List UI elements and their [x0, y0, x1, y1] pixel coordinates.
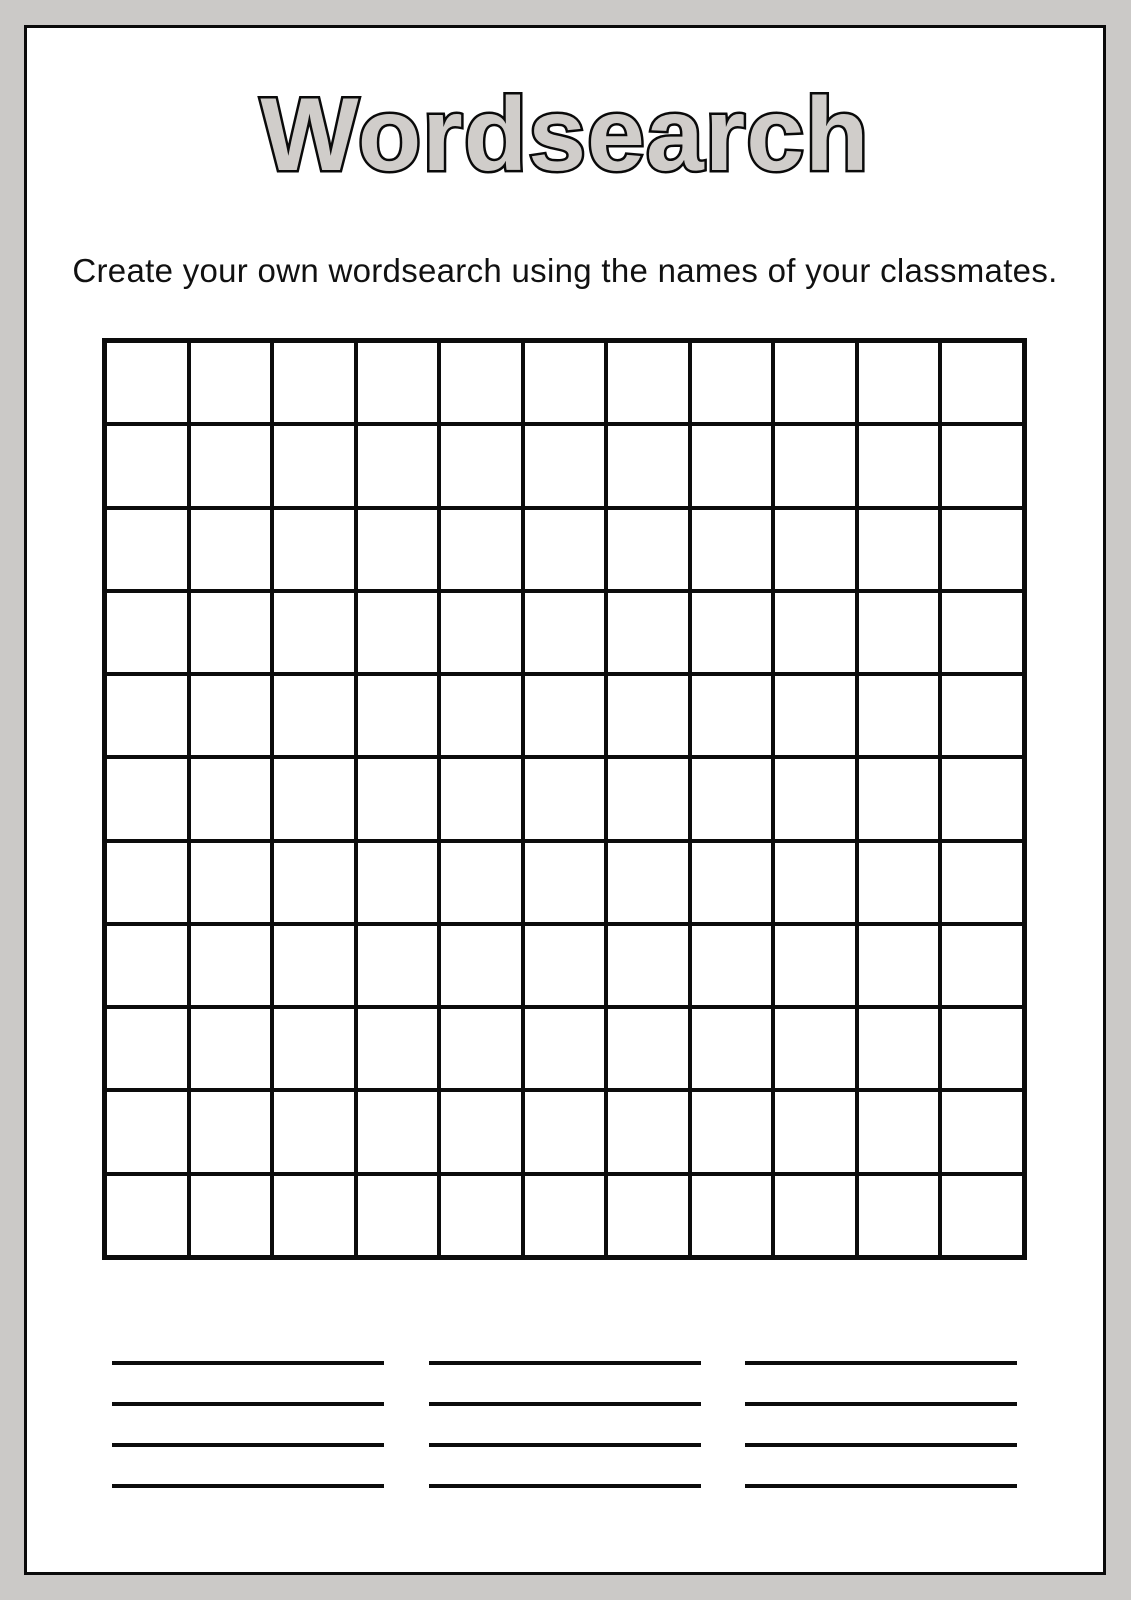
grid-cell — [942, 926, 1022, 1005]
grid-cell — [107, 759, 187, 838]
grid-cell — [441, 843, 521, 922]
wordsearch-grid — [102, 338, 1027, 1260]
grid-cell — [358, 843, 438, 922]
grid-cell — [441, 926, 521, 1005]
grid-cell — [608, 426, 688, 505]
grid-cell — [358, 426, 438, 505]
grid-cell — [775, 926, 855, 1005]
grid-cell — [692, 843, 772, 922]
grid-cell — [859, 843, 939, 922]
grid-cell — [525, 593, 605, 672]
grid-cell — [107, 1009, 187, 1088]
grid-cell — [692, 759, 772, 838]
grid-cell — [274, 510, 354, 589]
grid-cell — [441, 676, 521, 755]
grid-cell — [274, 426, 354, 505]
grid-cell — [107, 426, 187, 505]
grid-cell — [775, 593, 855, 672]
grid-cell — [525, 343, 605, 422]
grid-cell — [608, 676, 688, 755]
grid-cell — [859, 426, 939, 505]
answer-line — [745, 1443, 1017, 1447]
grid-cell — [942, 759, 1022, 838]
grid-cell — [942, 343, 1022, 422]
grid-cell — [775, 343, 855, 422]
grid-cell — [525, 843, 605, 922]
answer-line-column — [112, 1361, 384, 1488]
grid-cell — [358, 676, 438, 755]
grid-cell — [775, 1092, 855, 1171]
grid-cell — [608, 1009, 688, 1088]
grid-cell — [441, 343, 521, 422]
grid-cell — [775, 759, 855, 838]
grid-cell — [859, 593, 939, 672]
instruction-text: Create your own wordsearch using the names of your classmates. — [72, 252, 1058, 289]
grid-cell — [191, 926, 271, 1005]
answer-line — [112, 1402, 384, 1406]
answer-line — [745, 1484, 1017, 1488]
worksheet-title: Wordsearch — [260, 77, 870, 193]
grid-cell — [608, 1092, 688, 1171]
grid-cell — [191, 343, 271, 422]
grid-cell — [859, 510, 939, 589]
grid-cell — [775, 426, 855, 505]
grid-cell — [775, 510, 855, 589]
answer-line — [112, 1484, 384, 1488]
grid-cell — [942, 1092, 1022, 1171]
grid-cell — [525, 426, 605, 505]
answer-line — [429, 1484, 701, 1488]
grid-cell — [191, 759, 271, 838]
grid-cell — [525, 510, 605, 589]
grid-cell — [942, 593, 1022, 672]
answer-line — [112, 1361, 384, 1365]
grid-cell — [859, 926, 939, 1005]
grid-cell — [358, 593, 438, 672]
grid-cell — [859, 1092, 939, 1171]
grid-cell — [191, 1176, 271, 1255]
answer-line — [745, 1402, 1017, 1406]
grid-cell — [608, 593, 688, 672]
grid-cell — [274, 1009, 354, 1088]
grid-cell — [441, 1176, 521, 1255]
grid-cell — [692, 593, 772, 672]
grid-cell — [107, 676, 187, 755]
grid-cell — [274, 1176, 354, 1255]
grid-cell — [859, 759, 939, 838]
grid-cell — [191, 1009, 271, 1088]
grid-cell — [107, 926, 187, 1005]
grid-cell — [608, 759, 688, 838]
grid-cell — [358, 759, 438, 838]
grid-cell — [608, 510, 688, 589]
grid-cell — [191, 676, 271, 755]
grid-cell — [358, 510, 438, 589]
grid-cell — [191, 1092, 271, 1171]
grid-cell — [692, 510, 772, 589]
worksheet-page — [24, 25, 1106, 1575]
grid-cell — [692, 926, 772, 1005]
grid-cell — [692, 343, 772, 422]
grid-cell — [274, 593, 354, 672]
grid-cell — [358, 1092, 438, 1171]
grid-cell — [274, 759, 354, 838]
answer-line — [112, 1443, 384, 1447]
grid-cell — [274, 676, 354, 755]
grid-cell — [942, 843, 1022, 922]
grid-cell — [274, 1092, 354, 1171]
grid-cell — [859, 1176, 939, 1255]
grid-cell — [358, 1176, 438, 1255]
answer-line — [429, 1402, 701, 1406]
answer-line — [429, 1443, 701, 1447]
grid-cell — [775, 843, 855, 922]
grid-cell — [358, 343, 438, 422]
grid-cell — [441, 1092, 521, 1171]
answer-line — [429, 1361, 701, 1365]
grid-cell — [525, 676, 605, 755]
grid-cell — [692, 1176, 772, 1255]
grid-cell — [107, 343, 187, 422]
grid-cell — [525, 926, 605, 1005]
grid-cell — [441, 510, 521, 589]
grid-cell — [107, 510, 187, 589]
grid-cell — [107, 1092, 187, 1171]
grid-cell — [608, 926, 688, 1005]
grid-cell — [358, 926, 438, 1005]
grid-cell — [692, 1009, 772, 1088]
grid-cell — [441, 426, 521, 505]
grid-cell — [107, 1176, 187, 1255]
answer-line-column — [429, 1361, 701, 1488]
grid-cell — [775, 1009, 855, 1088]
grid-cell — [942, 510, 1022, 589]
grid-cell — [191, 843, 271, 922]
grid-cell — [274, 343, 354, 422]
grid-cell — [525, 1092, 605, 1171]
grid-cell — [775, 676, 855, 755]
grid-cell — [274, 926, 354, 1005]
grid-cell — [274, 843, 354, 922]
grid-cell — [441, 593, 521, 672]
grid-cell — [608, 1176, 688, 1255]
grid-cell — [525, 759, 605, 838]
grid-cell — [859, 1009, 939, 1088]
answer-line — [745, 1361, 1017, 1365]
grid-cell — [191, 510, 271, 589]
grid-cell — [942, 1009, 1022, 1088]
answer-lines-section — [112, 1361, 1017, 1488]
grid-cell — [358, 1009, 438, 1088]
grid-cell — [107, 843, 187, 922]
grid-cell — [942, 1176, 1022, 1255]
grid-cell — [692, 1092, 772, 1171]
grid-cell — [942, 676, 1022, 755]
grid-cell — [942, 426, 1022, 505]
grid-cell — [692, 676, 772, 755]
grid-cell — [775, 1176, 855, 1255]
grid-cell — [525, 1009, 605, 1088]
grid-cell — [608, 343, 688, 422]
grid-cell — [191, 426, 271, 505]
grid-cell — [441, 1009, 521, 1088]
grid-cell — [191, 593, 271, 672]
grid-cell — [692, 426, 772, 505]
grid-cell — [608, 843, 688, 922]
grid-cell — [107, 593, 187, 672]
grid-cell — [859, 343, 939, 422]
grid-cell — [525, 1176, 605, 1255]
grid-cell — [859, 676, 939, 755]
grid-cell — [441, 759, 521, 838]
answer-line-column — [745, 1361, 1017, 1488]
